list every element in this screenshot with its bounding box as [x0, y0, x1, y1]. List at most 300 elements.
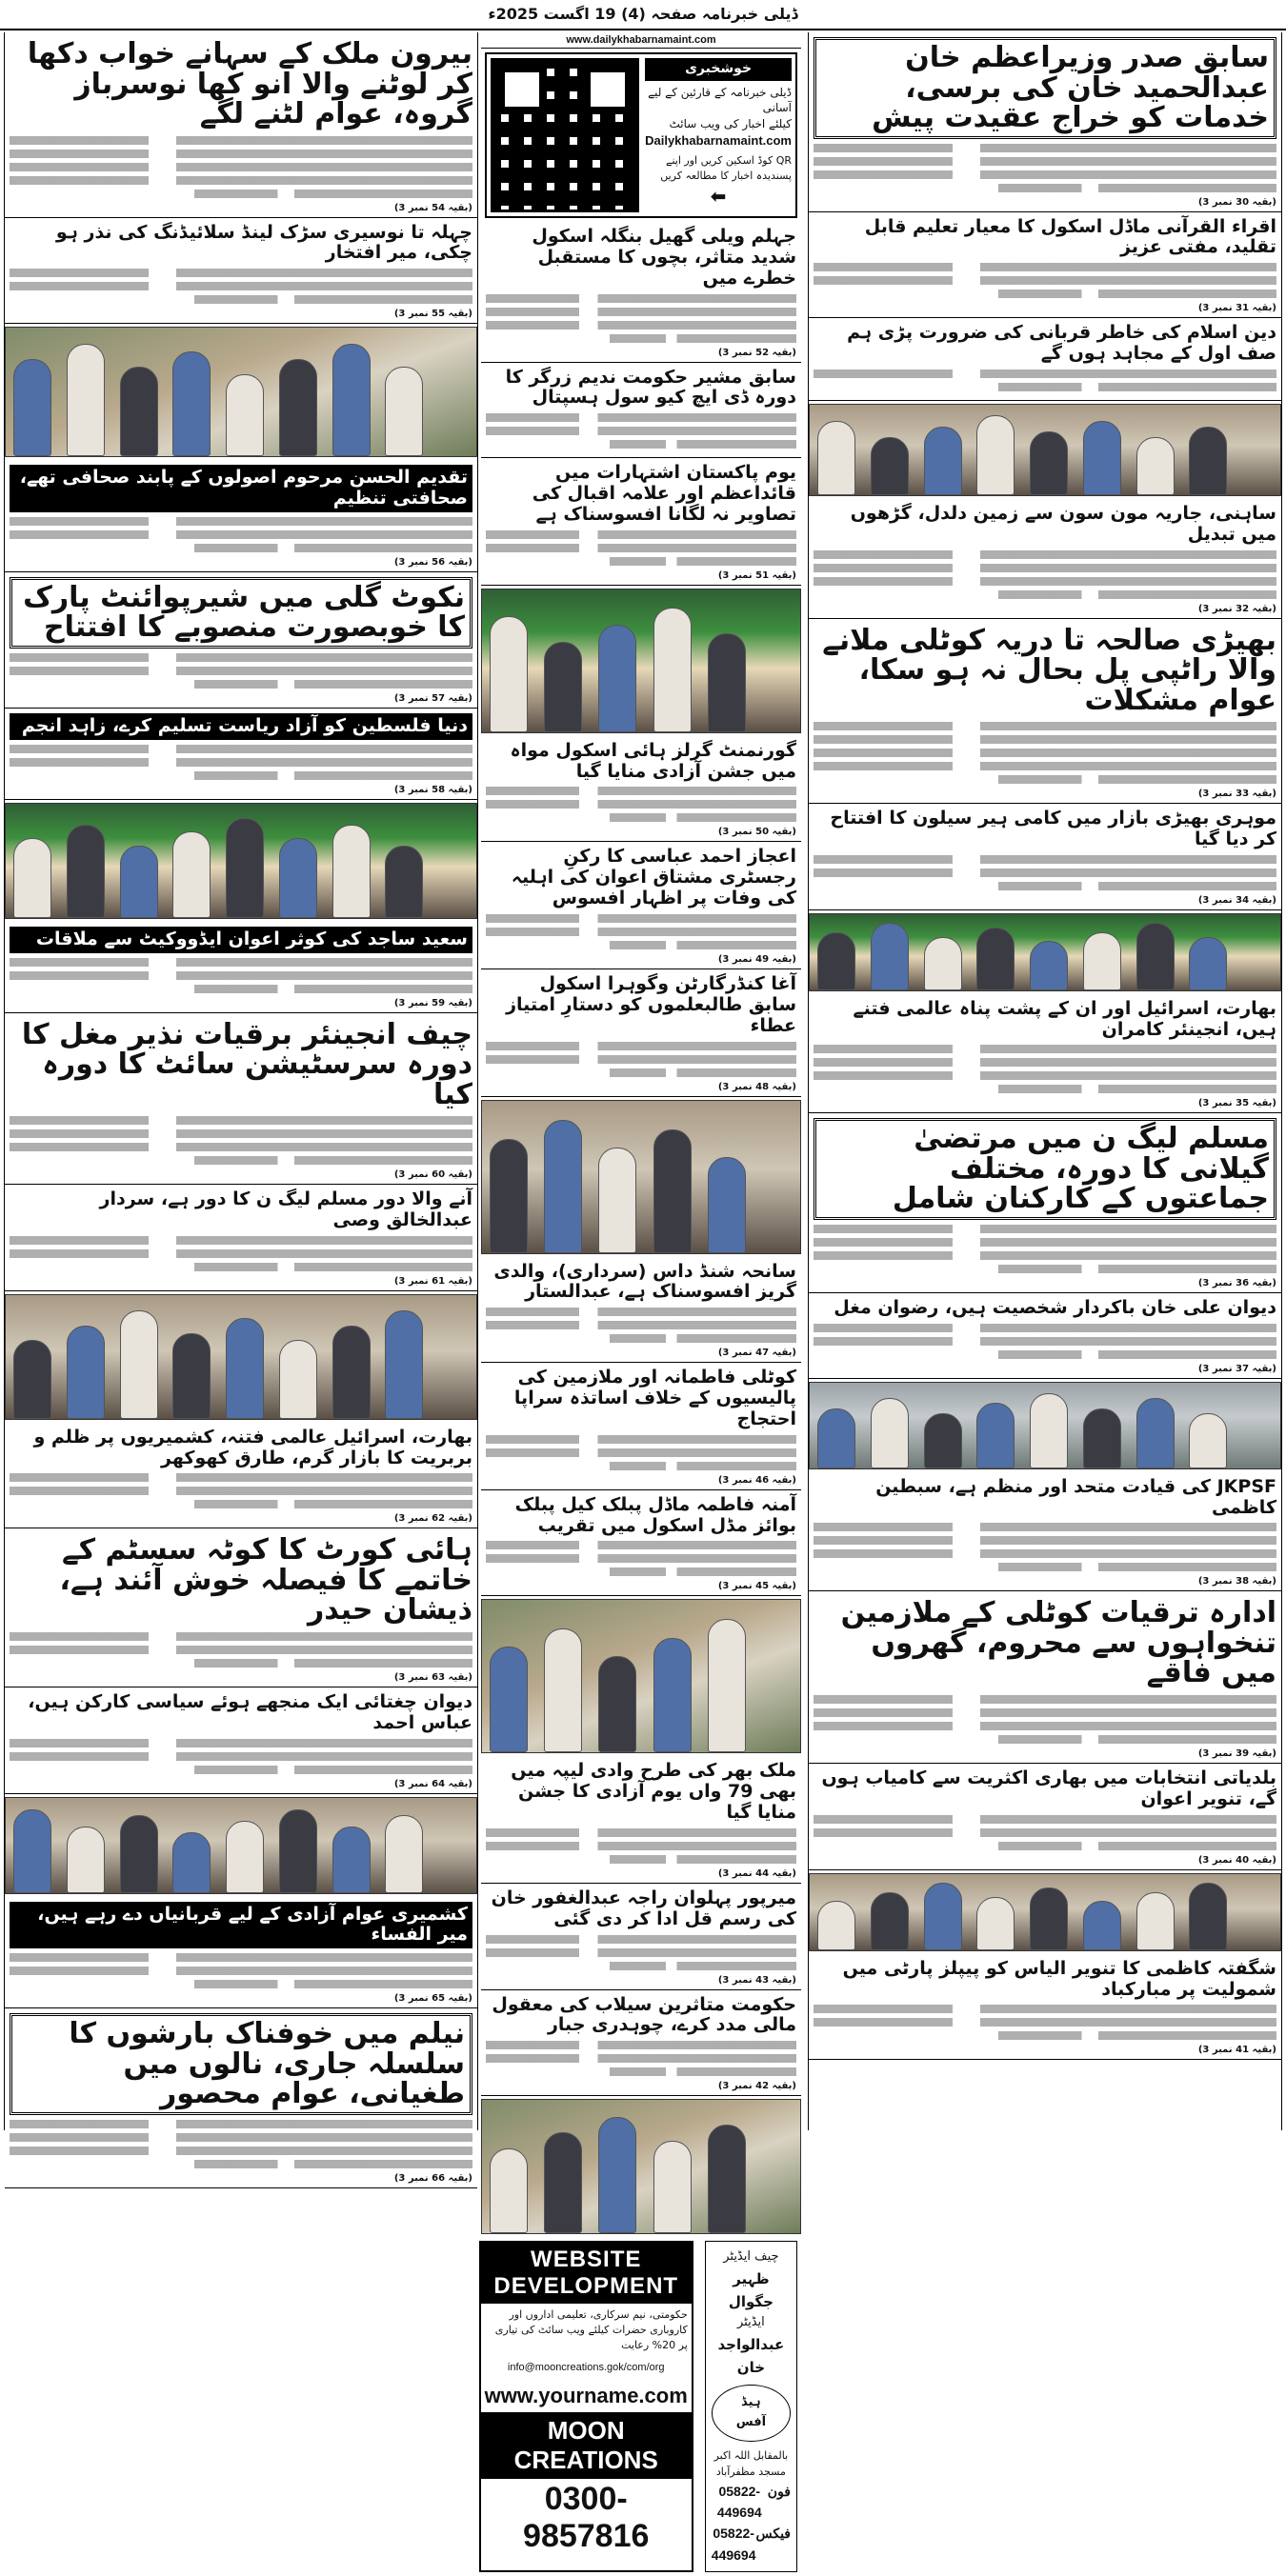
left-story-3[interactable] — [5, 460, 477, 572]
text-line — [10, 1473, 472, 1482]
qr-note: QR کوڈ اسکین کریں اور اپنے پسندیدہ اخبار کا مطالعہ کریں — [660, 154, 792, 182]
qr-title: خوشخبری — [645, 58, 792, 81]
story-headline[interactable]: آمنہ فاطمہ ماڈل پبلک کیل پبلک بوائز مڈل اسکول میں تقریب — [514, 1493, 796, 1536]
story-headline[interactable]: چیف انجینئر برقیات نذیر مغل کا دورہ سرسٹیشن سائٹ کا دورہ کیا — [21, 1017, 472, 1111]
story-headline[interactable]: ادارہ ترقیات کوٹلی کے ملازمین تنخواہوں سے محروم، گھروں میں فاقے — [840, 1596, 1276, 1690]
right-story-1[interactable] — [809, 212, 1281, 319]
right-story-9[interactable] — [809, 1113, 1281, 1293]
story-headline[interactable]: بیرون ملک کے سہانے خواب دکھا کر لوٹنے والا انو کھا نوسرباز گروہ، عوام لٹنے لگے — [27, 37, 472, 130]
person-figure — [226, 374, 264, 456]
mid-photo-3 — [481, 589, 801, 733]
continued-note: (بقیہ 30 نمبر 3) — [1197, 196, 1276, 208]
person-figure — [67, 344, 105, 456]
text-line — [814, 577, 1276, 586]
story-headline[interactable]: تقدیم الحسن مرحوم اصولوں کے پابند صحافی تھے، صحافتی تنظیم — [10, 465, 472, 512]
story-headline[interactable]: نیلم میں خوفناک بارشوں کا سلسلہ جاری، نالوں میں طغیانی، عوام محصور — [10, 2013, 472, 2115]
text-line — [998, 882, 1276, 890]
website-development-ad[interactable] — [479, 2241, 693, 2572]
story-body — [814, 1523, 1276, 1571]
story-body — [10, 745, 472, 780]
continued-note: (بقیہ 62 نمبر 3) — [393, 1513, 472, 1525]
continued-note: (بقیہ 61 نمبر 3) — [393, 1275, 472, 1287]
person-figure — [544, 642, 582, 732]
text-line — [486, 928, 796, 936]
text-line — [10, 958, 472, 967]
text-line — [486, 2041, 796, 2049]
text-line — [10, 971, 472, 980]
text-line — [814, 1722, 1276, 1730]
chief-editor-label: چیف ایڈیٹر — [723, 2249, 779, 2265]
right-story-8[interactable] — [809, 994, 1281, 1114]
left-story-7[interactable] — [5, 922, 477, 1013]
right-story-2[interactable] — [809, 318, 1281, 401]
continued-note: (بقیہ 56 نمبر 3) — [393, 556, 472, 568]
text-line — [610, 2067, 796, 2076]
text-line — [610, 813, 796, 822]
right-story-13[interactable] — [809, 1591, 1281, 1764]
story-body — [10, 269, 472, 304]
person-figure — [1136, 1892, 1175, 1950]
text-line — [610, 1568, 796, 1576]
story-body — [486, 1042, 796, 1077]
text-line — [814, 369, 1276, 378]
text-line — [486, 914, 796, 923]
person-figure — [1189, 427, 1227, 495]
ad-title: WEBSITE DEVELOPMENT — [481, 2243, 692, 2304]
text-line — [10, 517, 472, 526]
text-line — [814, 144, 1276, 152]
story-headline[interactable]: جہلم ویلی گھیل بنگلہ اسکول شدید متاثر، بچوں کا مستقبل خطرے میں — [532, 226, 796, 289]
story-body — [10, 1632, 472, 1667]
text-line — [610, 1855, 796, 1864]
text-line — [10, 1632, 472, 1641]
person-figure — [332, 825, 371, 918]
text-line — [10, 1967, 472, 1975]
story-headline[interactable]: آنے والا دور مسلم لیگ ن کا دور ہے، سردار عبدالخالق وصی — [99, 1188, 472, 1230]
person-figure — [598, 2117, 636, 2233]
left-story-15[interactable] — [5, 1897, 477, 2009]
story-body — [814, 263, 1276, 298]
story-body — [486, 1935, 796, 1970]
story-body — [486, 1541, 796, 1576]
middle-stories — [481, 222, 801, 2234]
arrow-left-icon: ⬅ — [710, 184, 727, 208]
text-line — [486, 294, 796, 303]
person-figure — [1030, 1887, 1068, 1950]
ad-website[interactable]: www.yourname.com — [484, 2384, 688, 2408]
mid-story-2[interactable] — [481, 458, 801, 586]
story-headline[interactable]: بھارت، اسرائیل عالمی فتنہ، کشمیریوں پر ظلم و بربریت کا بازار گرم، طارق کھوکھر — [33, 1426, 472, 1468]
person-figure — [13, 838, 51, 918]
ad-phone[interactable]: 0300-9857816 — [523, 2481, 650, 2555]
person-figure — [1083, 421, 1121, 495]
story-headline[interactable]: کشمیری عوام آزادی کے لیے قربانیاں دے رہے ہیں، میر الفساء — [10, 1902, 472, 1949]
text-line — [486, 1448, 796, 1457]
text-line — [194, 1156, 472, 1165]
mid-story-13[interactable] — [481, 1884, 801, 1990]
text-line — [814, 564, 1276, 572]
continued-note: (بقیہ 48 نمبر 3) — [717, 1081, 796, 1092]
continued-note: (بقیہ 57 نمبر 3) — [393, 692, 472, 704]
story-body — [814, 1324, 1276, 1359]
story-headline[interactable]: یوم پاکستان اشتہارات میں قائداعظم اور علامہ اقبال کی تصاویر نہ لگانا افسوسناک ہے — [532, 462, 796, 525]
text-line — [10, 1487, 472, 1495]
person-figure — [67, 825, 105, 918]
text-line — [10, 1129, 472, 1138]
person-figure — [1083, 932, 1121, 990]
text-line — [814, 2005, 1276, 2013]
mid-story-10[interactable] — [481, 1490, 801, 1597]
continued-note: (بقیہ 64 نمبر 3) — [393, 1778, 472, 1789]
story-body — [814, 2005, 1276, 2040]
office-address: بالمقابل اللہ اکبر مسجد مظفرآباد — [713, 2448, 789, 2479]
text-line — [486, 800, 796, 809]
continued-note: (بقیہ 32 نمبر 3) — [1197, 603, 1276, 614]
left-story-8[interactable] — [5, 1013, 477, 1186]
person-figure — [871, 437, 909, 495]
continued-note: (بقیہ 46 نمبر 3) — [717, 1474, 796, 1486]
person-figure — [924, 1883, 962, 1950]
text-line — [194, 2160, 472, 2168]
text-line — [10, 2133, 472, 2142]
story-headline[interactable]: سابق مشیر حکومت ندیم زرگر کا دورہ ڈی ایچ کیو سول ہسپتال — [505, 366, 796, 409]
text-line — [998, 775, 1276, 784]
person-figure — [653, 608, 692, 732]
phone-number[interactable]: 05822-449694 — [716, 2483, 762, 2521]
mid-story-8[interactable] — [481, 1257, 801, 1364]
story-headline[interactable]: کوٹلی فاطمانہ اور ملازمین کی پالیسیوں کے خلاف اساتذہ سراپا احتجاج — [513, 1367, 796, 1429]
right-photo-11 — [809, 1382, 1281, 1469]
text-line — [10, 745, 472, 753]
continued-note: (بقیہ 49 نمبر 3) — [717, 953, 796, 965]
story-headline[interactable]: سانحہ شنڈ داس (سرداری)، والدی گریز افسوسناک ہے، عبدالستار — [493, 1260, 796, 1303]
person-figure — [279, 1340, 317, 1419]
site-url[interactable]: www.dailykhabarnamaint.com — [481, 32, 801, 49]
text-line — [486, 1308, 796, 1316]
text-line — [486, 1042, 796, 1050]
text-line — [10, 758, 472, 767]
continued-note: (بقیہ 33 نمبر 3) — [1197, 789, 1276, 800]
text-line — [814, 1695, 1276, 1704]
person-figure — [490, 1139, 528, 1253]
left-photo-2 — [5, 327, 477, 457]
text-line — [486, 1948, 796, 1957]
person-figure — [332, 344, 371, 456]
person-figure — [871, 923, 909, 990]
continued-note: (بقیہ 42 نمبر 3) — [717, 2081, 796, 2092]
person-figure — [120, 846, 158, 918]
story-headline[interactable]: اقراء القرآنی ماڈل اسکول کا معیار تعلیم قابل تقلید، مفتی عزیز — [864, 215, 1276, 258]
text-line — [610, 557, 796, 566]
story-body — [10, 136, 472, 198]
story-body — [486, 2041, 796, 2076]
text-line — [814, 2018, 1276, 2027]
person-figure — [279, 359, 317, 456]
text-line — [486, 308, 796, 316]
text-line — [486, 427, 796, 435]
continued-note: (بقیہ 63 نمبر 3) — [393, 1671, 472, 1683]
left-story-11[interactable] — [5, 1423, 477, 1529]
text-line — [814, 1324, 1276, 1332]
text-line — [610, 1962, 796, 1970]
right-story-14[interactable] — [809, 1764, 1281, 1870]
mid-photo-11 — [481, 1599, 801, 1753]
story-body — [486, 914, 796, 949]
text-line — [486, 1554, 796, 1563]
story-headline[interactable]: حکومت متاثرین سیلاب کی معقول مالی مدد کرے، چوہدری جبار — [492, 1993, 796, 2036]
column-right — [808, 32, 1282, 2130]
story-headline[interactable]: شگفتہ کاظمی کا تنویر الیاس کو پیپلز پارٹی میں شمولیت پر مبارکباد — [842, 1957, 1276, 2000]
text-line — [194, 190, 472, 198]
story-headline[interactable]: نکوٹ گلی میں شیرپوائنٹ پارک کا خوبصورت منصوبے کا افتتاح — [10, 577, 472, 649]
mid-photo-7 — [481, 1100, 801, 1254]
right-photo-15 — [809, 1873, 1281, 1951]
person-figure — [976, 1897, 1015, 1950]
story-body — [814, 1045, 1276, 1093]
person-figure — [708, 1157, 746, 1253]
story-headline[interactable]: JKPSF کی قیادت متحد اور منظم ہے، سبطین کاظمی — [875, 1475, 1276, 1518]
text-line — [10, 136, 472, 145]
continued-note: (بقیہ 47 نمبر 3) — [717, 1348, 796, 1359]
left-story-1[interactable] — [5, 218, 477, 325]
continued-note: (بقیہ 44 نمبر 3) — [717, 1867, 796, 1879]
story-headline[interactable]: دین اسلام کی خاطر قربانی کی ضرورت پڑی ہم صف اول کے مجاہد ہوں گے — [847, 322, 1276, 365]
text-line — [486, 544, 796, 552]
left-story-16[interactable] — [5, 2008, 477, 2188]
person-figure — [226, 1318, 264, 1419]
person-figure — [544, 1628, 582, 1752]
continued-note: (بقیہ 55 نمبر 3) — [393, 309, 472, 320]
text-line — [486, 413, 796, 422]
person-figure — [1136, 923, 1175, 990]
qr-code-icon[interactable] — [491, 58, 639, 212]
ad-company: MOON CREATIONS — [481, 2412, 692, 2479]
text-line — [10, 1953, 472, 1962]
text-line — [610, 1462, 796, 1470]
person-figure — [976, 928, 1015, 990]
person-figure — [1030, 1393, 1068, 1468]
text-line — [10, 530, 472, 539]
text-line — [10, 2147, 472, 2155]
text-line — [610, 334, 796, 343]
left-photo-10 — [5, 1294, 477, 1420]
story-headline[interactable]: چہلہ تا نوسیری سڑک لینڈ سلائیڈنگ کی نذر ہو چکی، میر افتخار — [55, 221, 472, 264]
person-figure — [67, 1326, 105, 1419]
story-body — [486, 530, 796, 566]
person-figure — [1189, 1883, 1227, 1950]
story-headline[interactable]: بھیڑی صالحہ تا دریہ کوٹلی ملانے والا راٹپی پل بحال نہ ہو سکا، عوام مشکلات — [822, 623, 1276, 717]
continued-note: (بقیہ 37 نمبر 3) — [1197, 1363, 1276, 1374]
continued-note: (بقیہ 40 نمبر 3) — [1197, 1854, 1276, 1866]
continued-note: (بقیہ 39 نمبر 3) — [1197, 1747, 1276, 1759]
continued-note: (بقیہ 60 نمبر 3) — [393, 1169, 472, 1181]
qr-url[interactable]: Dailykhabarnamaint.com — [645, 132, 792, 148]
person-figure — [332, 1326, 371, 1419]
person-figure — [653, 2141, 692, 2233]
text-line — [814, 1251, 1276, 1260]
text-line — [486, 1541, 796, 1549]
person-figure — [172, 1832, 211, 1893]
story-headline[interactable]: سابق صدر وزیراعظم خان عبدالحمید خان کی برسی، خدمات کو خراج عقیدت پیش — [814, 37, 1276, 139]
text-line — [998, 383, 1276, 391]
story-headline[interactable]: دیوان علی خان باکردار شخصیت ہیں، رضوان مغل — [834, 1296, 1276, 1318]
story-body — [486, 787, 796, 822]
text-line — [610, 1068, 796, 1077]
person-figure — [598, 625, 636, 732]
mid-story-12[interactable] — [481, 1756, 801, 1884]
story-body — [10, 1236, 472, 1271]
left-story-5[interactable] — [5, 709, 477, 800]
person-figure — [817, 932, 855, 990]
story-body — [10, 2120, 472, 2168]
continued-note: (بقیہ 41 نمبر 3) — [1197, 2045, 1276, 2056]
text-line — [486, 2054, 796, 2063]
story-body — [10, 1953, 472, 1988]
text-line — [10, 667, 472, 675]
right-story-6[interactable] — [809, 804, 1281, 910]
mid-story-9[interactable] — [481, 1363, 801, 1490]
story-headline[interactable]: مسلم لیگ ن میں مرتضیٰ گیلانی کا دورہ، مختلف جماعتوں کے کارکنان شامل — [814, 1118, 1276, 1220]
text-line — [10, 282, 472, 290]
qr-promo — [485, 52, 797, 218]
mid-story-1[interactable] — [481, 363, 801, 459]
right-story-0[interactable] — [809, 32, 1281, 212]
story-body — [10, 1739, 472, 1774]
text-line — [814, 1549, 1276, 1558]
story-headline[interactable]: دیوان چغتائی ایک منجھے ہوئے سیاسی کارکن ہیں، عباس احمد — [28, 1690, 472, 1733]
mid-story-0[interactable] — [481, 222, 801, 363]
text-line — [10, 1143, 472, 1151]
text-line — [610, 440, 796, 449]
story-headline[interactable]: گورنمنٹ گرلز ہائی اسکول مواہ میں جشن آزادی منایا گیا — [510, 739, 796, 782]
text-line — [486, 1935, 796, 1944]
text-line — [814, 855, 1276, 864]
person-figure — [226, 818, 264, 918]
person-figure — [385, 367, 423, 456]
right-story-12[interactable] — [809, 1472, 1281, 1592]
story-headline[interactable]: میرپور پہلوان راجہ عبدالغفور خان کی رسم قل ادا کر دی گئی — [491, 1887, 796, 1929]
bottom-block — [481, 2237, 801, 2576]
mid-story-5[interactable] — [481, 842, 801, 969]
ad-email[interactable]: info@mooncreations.gok/com/org — [507, 2362, 665, 2374]
text-line — [998, 1085, 1276, 1093]
story-headline[interactable]: دنیا فلسطین کو آزاد ریاست تسلیم کرے، زاہد انجم — [10, 713, 472, 740]
head-office-badge: ہیڈ آفس — [712, 2385, 791, 2442]
text-line — [998, 1842, 1276, 1850]
story-headline[interactable]: بلدیاتی انتخابات میں بھاری اکثریت سے کامیاب ہوں گے، تنویر اعوان — [821, 1767, 1276, 1809]
editor-name: عبدالواجد خان — [717, 2335, 785, 2376]
story-headline[interactable]: آغا کنڈرگارٹن وگوہرا اسکول سابق طالبعلموں کو دستارِ امتیاز عطاء — [506, 972, 796, 1036]
ad-description: حکومتی، نیم سرکاری، تعلیمی اداروں اور کاروباری حضرات کیلئے ویب سائٹ کی تیاری پر 20% رعایت — [494, 2308, 688, 2352]
text-line — [610, 1334, 796, 1343]
person-figure — [924, 1413, 962, 1468]
text-line — [194, 1500, 472, 1508]
person-figure — [13, 1340, 51, 1419]
person-figure — [279, 1809, 317, 1893]
continued-note: (بقیہ 43 نمبر 3) — [717, 1974, 796, 1986]
text-line — [814, 749, 1276, 757]
story-headline[interactable]: سعید ساجد کی کوثر اعوان ایڈووکیٹ سے ملاقات — [10, 927, 472, 953]
text-line — [194, 985, 472, 993]
person-figure — [1030, 431, 1068, 495]
person-figure — [871, 1892, 909, 1950]
text-line — [814, 1708, 1276, 1717]
person-figure — [817, 421, 855, 495]
text-line — [814, 1828, 1276, 1837]
person-figure — [490, 1647, 528, 1752]
story-headline[interactable]: اعجاز احمد عباسی کا رکنِ رجسٹری مشتاق اعوان کی اہلیہ کی وفات پر اظہار افسوس — [511, 846, 796, 909]
left-story-9[interactable] — [5, 1185, 477, 1291]
left-story-12[interactable] — [5, 1528, 477, 1687]
person-figure — [385, 1815, 423, 1893]
story-headline[interactable]: ملک بھر کی طرح وادی لیپہ میں بھی 79 واں یوم آزادی کا جشن منایا گیا — [511, 1760, 796, 1824]
text-line — [814, 1058, 1276, 1067]
story-body — [486, 294, 796, 343]
right-story-16[interactable] — [809, 1954, 1281, 2061]
left-story-4[interactable] — [5, 572, 477, 709]
continued-note: (بقیہ 31 نمبر 3) — [1197, 303, 1276, 314]
story-body — [814, 855, 1276, 890]
right-story-4[interactable] — [809, 499, 1281, 619]
person-figure — [653, 1638, 692, 1752]
text-line — [814, 735, 1276, 744]
story-headline[interactable]: ہائی کورٹ کا کوٹہ سسٹم کے خاتمے کا فیصلہ خوش آئند ہے، ذیشان حیدر — [59, 1533, 472, 1627]
person-figure — [817, 1901, 855, 1950]
person-figure — [490, 2148, 528, 2233]
person-figure — [1083, 1901, 1121, 1950]
story-body — [814, 1695, 1276, 1744]
person-figure — [226, 1821, 264, 1893]
right-story-5[interactable] — [809, 619, 1281, 805]
text-line — [814, 1337, 1276, 1346]
continued-note: (بقیہ 59 نمبر 3) — [393, 997, 472, 1008]
text-line — [814, 276, 1276, 285]
text-line — [10, 1752, 472, 1761]
right-story-10[interactable] — [809, 1293, 1281, 1379]
story-body — [814, 550, 1276, 599]
story-headline[interactable]: ساہنی، جاریہ مون سون سے زمین دلدل، گڑھوں میں تبدیل — [850, 502, 1276, 545]
person-figure — [172, 351, 211, 456]
text-line — [814, 1071, 1276, 1080]
text-line — [194, 1263, 472, 1271]
mid-story-4[interactable] — [481, 736, 801, 843]
text-line — [10, 653, 472, 662]
editor-label: ایڈیٹر — [737, 2315, 765, 2330]
continued-note: (بقیہ 51 نمبر 3) — [717, 569, 796, 581]
text-line — [814, 722, 1276, 730]
text-line — [610, 941, 796, 949]
story-body — [814, 1225, 1276, 1273]
person-figure — [544, 2132, 582, 2233]
left-story-0[interactable] — [5, 32, 477, 218]
text-line — [814, 869, 1276, 877]
continued-note: (بقیہ 36 نمبر 3) — [1197, 1277, 1276, 1288]
text-line — [998, 184, 1276, 192]
text-line — [814, 263, 1276, 271]
person-figure — [708, 633, 746, 732]
chief-editor-name: ظہیر جگوال — [728, 2270, 774, 2311]
text-line — [194, 1980, 472, 1988]
person-figure — [13, 1809, 51, 1893]
mid-photo-15 — [481, 2099, 801, 2234]
continued-note: (بقیہ 54 نمبر 3) — [393, 202, 472, 213]
mid-story-6[interactable] — [481, 969, 801, 1097]
left-story-13[interactable] — [5, 1687, 477, 1794]
mid-story-14[interactable] — [481, 1990, 801, 2097]
story-headline[interactable]: بھارت، اسرائیل اور ان کے پشت پناہ عالمی فتنے ہیں، انجینئر کامران — [853, 997, 1276, 1040]
story-headline[interactable]: موہری بھیڑی بازار میں کامی ہیر سیلون کا افتتاح کر دیا گیا — [830, 808, 1276, 849]
person-figure — [1136, 437, 1175, 495]
